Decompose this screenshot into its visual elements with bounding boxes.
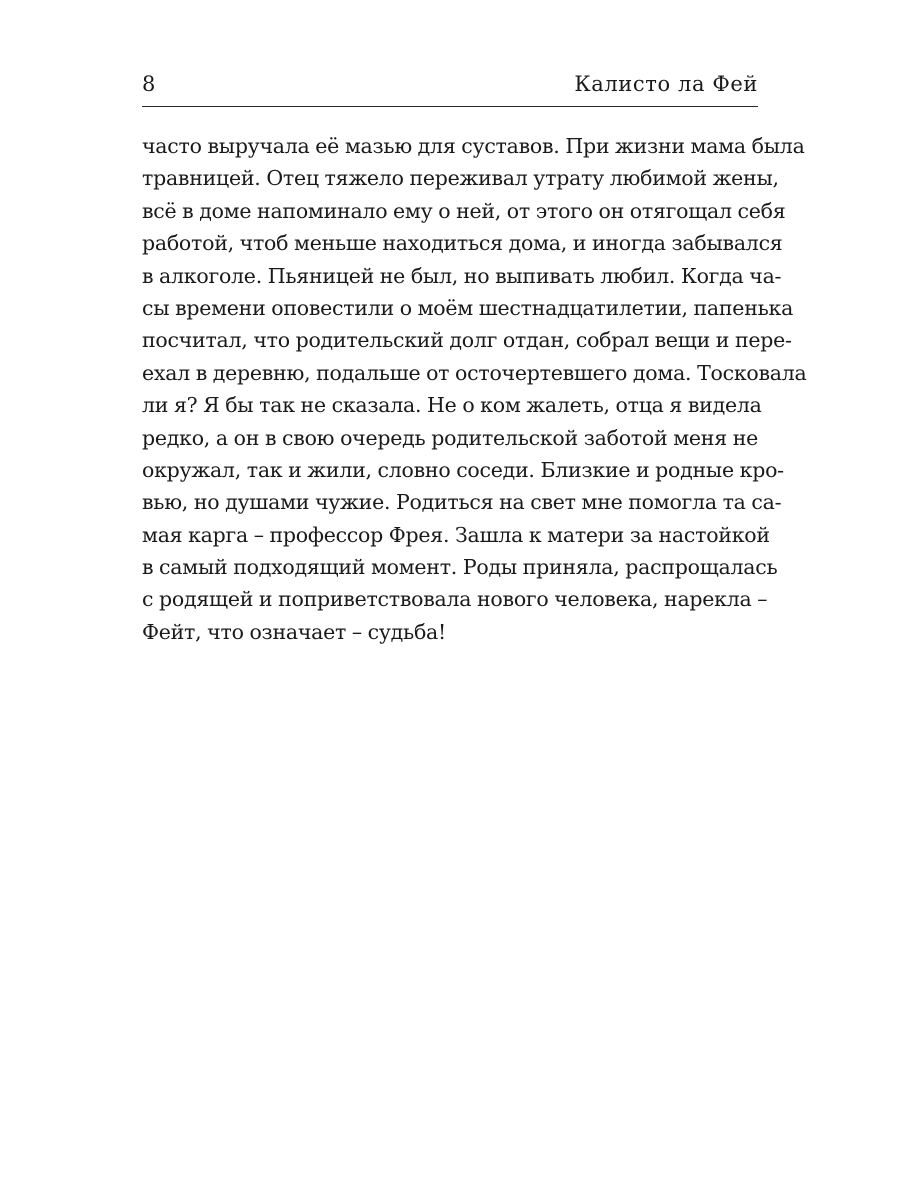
text-line: редко, а он в свою очередь родительской заботой меня не: [142, 425, 758, 450]
text-line: сы времени оповестили о моём шестнадцатилетии, папенька: [142, 295, 794, 320]
book-author: Калисто ла Фей: [574, 72, 758, 96]
text-line: в алкоголе. Пьяницей не был, но выпивать любил. Когда ча-: [142, 263, 782, 288]
body-paragraph: [142, 130, 807, 648]
text-line: часто выручала её мазью для суставов. При жизни мама была: [142, 134, 805, 158]
running-head: [142, 66, 758, 100]
text-line: посчитал, что родительский долг отдан, собрал вещи и пере-: [142, 328, 792, 353]
text-line: с родящей и поприветствовала нового человека, нарекла –: [142, 587, 768, 612]
text-line: травницей. Отец тяжело переживал утрату любимой жены,: [142, 166, 779, 191]
text-line: вью, но душами чужие. Родиться на свет мне помогла та са-: [142, 490, 782, 515]
text-line: ехал в деревню, подальше от осточертевшего дома. Тосковала: [142, 360, 807, 385]
text-line: ли я? Я бы так не сказала. Не о ком жалеть, отца я видела: [142, 393, 762, 418]
text-line: окружал, так и жили, словно соседи. Близкие и родные кро-: [142, 457, 784, 482]
text-line-last: Фейт, что означает – судьба!: [142, 619, 447, 644]
text-line: работой, чтоб меньше находиться дома, и иногда забывался: [142, 231, 783, 256]
page-number: 8: [142, 72, 156, 96]
text-line: мая карга – профессор Фрея. Зашла к матери за настойкой: [142, 522, 770, 547]
text-line: в самый подходящий момент. Роды приняла, распрощалась: [142, 555, 778, 580]
text-line: всё в доме напоминало ему о ней, от этого он отягощал себя: [142, 198, 786, 223]
header-rule: [142, 106, 758, 107]
